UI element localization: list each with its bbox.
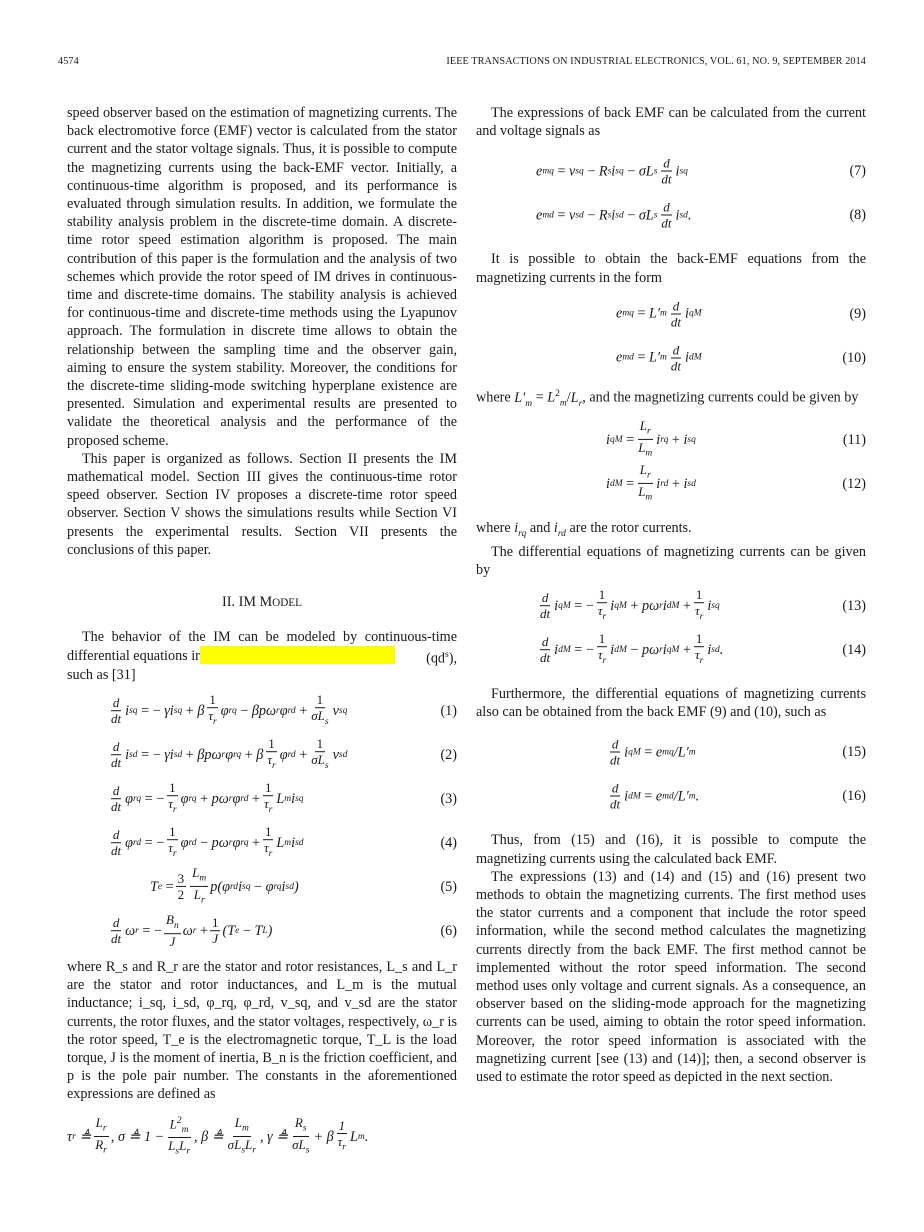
equation-13-number: (13) [842, 597, 866, 614]
equation-6-number: (6) [440, 922, 457, 939]
equation-7-number: (7) [849, 163, 866, 180]
equation-2: $\frac{d}{dt}$ i sd = − γi sd + βpω r φ rq + β $\frac{1}{\tau_r}$ φ rd + $\frac{1}{\sigma L_s}$ v sd (2) [111, 736, 457, 771]
equation-9: e mq = L′ m $\frac{d}{dt}$ i qM (9) [616, 298, 866, 330]
section-title-rest: ODEL [272, 597, 302, 610]
equation-1: $\frac{d}{dt}$ i sq = − γi sq + β $\frac{1}{\tau_r}$ φ rq − βpω r φ rd + $\frac{1}{\sigma L_s}$ v sq (1) [111, 692, 457, 727]
model-text-end: such as [31] [67, 666, 136, 683]
equation-14: $\frac{d}{dt}$ i dM = − $\frac{1}{\tau_r}$ i dM − pω r i qM + $\frac{1}{\tau_r}$ i sd . (14) [540, 631, 866, 666]
equation-11-number: (11) [842, 431, 866, 448]
equation-3: $\frac{d}{dt}$ φ rq = − $\frac{1}{\tau_r}$ φ rq + pω r φ rd + $\frac{1}{\tau_r}$ L m i sq (3) [111, 780, 457, 815]
magnetizing-current-paragraph: where $L'_m = L^2_m/L_r$, and the magnetizing currents could be given by [476, 388, 859, 409]
equation-13: $\frac{d}{dt}$ i qM = − $\frac{1}{\tau_r}$ i qM + pω r i dM + $\frac{1}{\tau_r}$ i sq (13) [540, 587, 866, 622]
equation-4-number: (4) [440, 834, 457, 851]
rotor-current-paragraph: where $i_{rq}$ and $i_{rd}$ are the rotor currents. [476, 519, 692, 539]
equation-10-number: (10) [842, 349, 866, 366]
equation-5: T e = $\frac{3}{2}$ $\frac{L_m}{L_r}$ p(φ rd i sq − φ rq i sd ) (5) [150, 864, 457, 906]
equation-5-number: (5) [440, 878, 457, 895]
highlight-marker [200, 646, 395, 664]
equation-12: i dM = $\frac{L_r}{L_m}$ i rd + i sd (12) [606, 461, 866, 503]
intro-paragraph-1: speed observer based on the estimation of magnetizing currents. The back electromotive force (EMF) vector is calculated from the stator current and the stator voltage signals. Thus, it is possible to compute the magnetizing currents using the back-EMF vector. Initially, a continuous-time algorithm is proposed, and its performance is evaluated through simulation results. In addition, we formulate the stability analysis problem in the discrete-time domain. A discrete-time rotor speed estimation algorithm is proposed. The main contribution of this paper is the formulation and the analysis of two schemes which provide the rotor speed of IM drives in continuous-time and discrete-time domains. The stability analysis is achieved for continuous-time and discrete-time methods using the Lyapunov approach. The formulation in discrete time allows to obtain the relationship between the sampling time and the observer gain, aiming to ensure the system stability. Moreover, the conditions for the discrete-time sliding-mode switching hyperplane existence are presented. Simulation and experimental results are presented to validate the theoretical analysis and the performance of the proposed scheme. [67, 105, 457, 449]
equation-1-number: (1) [440, 702, 457, 719]
right-column [476, 104, 866, 1086]
equation-11: i qM = $\frac{L_r}{L_m}$ i rq + i sq (11) [606, 417, 866, 459]
equation-10: e md = L′ m $\frac{d}{dt}$ i dM (10) [616, 342, 866, 374]
differential-paragraph: The differential equations of magnetizing currents can be given by [476, 543, 866, 578]
furthermore-paragraph: Furthermore, the differential equations of magnetizing currents also can be obtained from the back EMF (9) and (10), such as [476, 686, 866, 721]
equation-16: $\frac{d}{dt}$ i dM = e md /L′ m . (16) [610, 780, 866, 812]
section-heading [67, 593, 457, 612]
thus-paragraph: Thus, from (15) and (16), it is possible to compute the magnetizing currents using the calculated back EMF. [476, 832, 866, 867]
constants-definition: τ r ≜ $\frac{L_r}{R_r}$ , σ ≜ 1 − $\frac{L^2_m}{L_sL_r}$ , β ≜ $\frac{L_m}{\sigma L_sL_r}$ , γ ≜ $\frac{R_s}{\sigma L_s}$ + β $\frac{1}{\tau_r}$ L m . [67, 1114, 369, 1158]
journal-header: IEEE TRANSACTIONS ON INDUSTRIAL ELECTRONICS, VOL. 61, NO. 9, SEPTEMBER 2014 [446, 56, 866, 67]
equation-8-number: (8) [849, 207, 866, 224]
equation-4: $\frac{d}{dt}$ φ rd = − $\frac{1}{\tau_r}$ φ rd − pω r φ rq + $\frac{1}{\tau_r}$ L m i sd (4) [111, 824, 457, 859]
equation-8: e md = v sd − R s i sd − σL s $\frac{d}{dt}$ i sd . (8) [536, 199, 866, 231]
where-paragraph: where R_s and R_r are the stator and rotor resistances, L_s and L_r are the stator and rotor inductances, and L_m is the mutual inductance; i_sq, i_sd, φ_rq, φ_rd, v_sq, and v_sd are the stator currents, the rotor fluxes, and the stator voltages, respectively, ω_r is the rotor speed, T_e is the electromagnetic torque, T_L is the load torque, J is the moment of inertia, B_n is the friction coefficient, and p is the pole pair number. The constants in the aforementioned expressions are defined as [67, 958, 457, 1103]
equation-16-number: (16) [842, 788, 866, 805]
equation-9-number: (9) [849, 305, 866, 322]
equation-7: e mq = v sq − R s i sq − σL s $\frac{d}{dt}$ i sq (7) [536, 155, 866, 187]
equation-15-number: (15) [842, 744, 866, 761]
equation-15: $\frac{d}{dt}$ i qM = e mq /L′ m (15) [610, 736, 866, 768]
model-paragraph: The behavior of the IM can be modeled by continuous-time differential equations ir $(qd^s)$, such as [31] [67, 629, 457, 683]
equation-14-number: (14) [842, 641, 866, 658]
equation-2-number: (2) [440, 746, 457, 763]
page-number: 4574 [58, 56, 79, 67]
back-emf-magnetizing-paragraph: It is possible to obtain the back-EMF equations from the magnetizing currents in the form [476, 251, 866, 286]
equation-6: $\frac{d}{dt}$ ω r = − $\frac{B_n}{J}$ ω r + $\frac{1}{J}$ (T e − T L ) (6) [111, 912, 457, 950]
section-number: II. [222, 594, 236, 611]
model-text-start: The behavior of the IM can be modeled by continuous-time differential equations ir [67, 629, 457, 665]
left-column [67, 104, 457, 1160]
section-title-first: IM M [238, 594, 273, 611]
back-emf-paragraph: The expressions of back EMF can be calculated from the current and voltage signals as [476, 105, 866, 140]
equation-3-number: (3) [440, 790, 457, 807]
intro-paragraph-2: This paper is organized as follows. Section II presents the IM mathematical model. Section III gives the continuous-time rotor speed observer. Section IV proposes a discrete-time rotor speed observer. Section V shows the simulations results while Section VI presents the experimental results. Section VII presents the conclusions of this paper. [67, 450, 457, 558]
methods-paragraph: The expressions (13) and (14) and (15) and (16) present two methods to obtain the magnetizing currents. The first method uses the stator currents and a component that include the rotor speed information, while the second method calculates the magnetizing currents directly from the back EMF. The first method cannot be implemented without the rotor speed information. The second method uses only voltage and current signals. As a consequence, an observer based on the sliding-mode approach for the magnetizing currents can be used, aiming to obtain the rotor speed information. Moreover, the rotor speed information is associated with the magnetizing current [see (13) and (14)]; then, a second observer is used to estimate the rotor speed as depicted in the next section. [476, 868, 866, 1086]
equation-12-number: (12) [842, 475, 866, 492]
